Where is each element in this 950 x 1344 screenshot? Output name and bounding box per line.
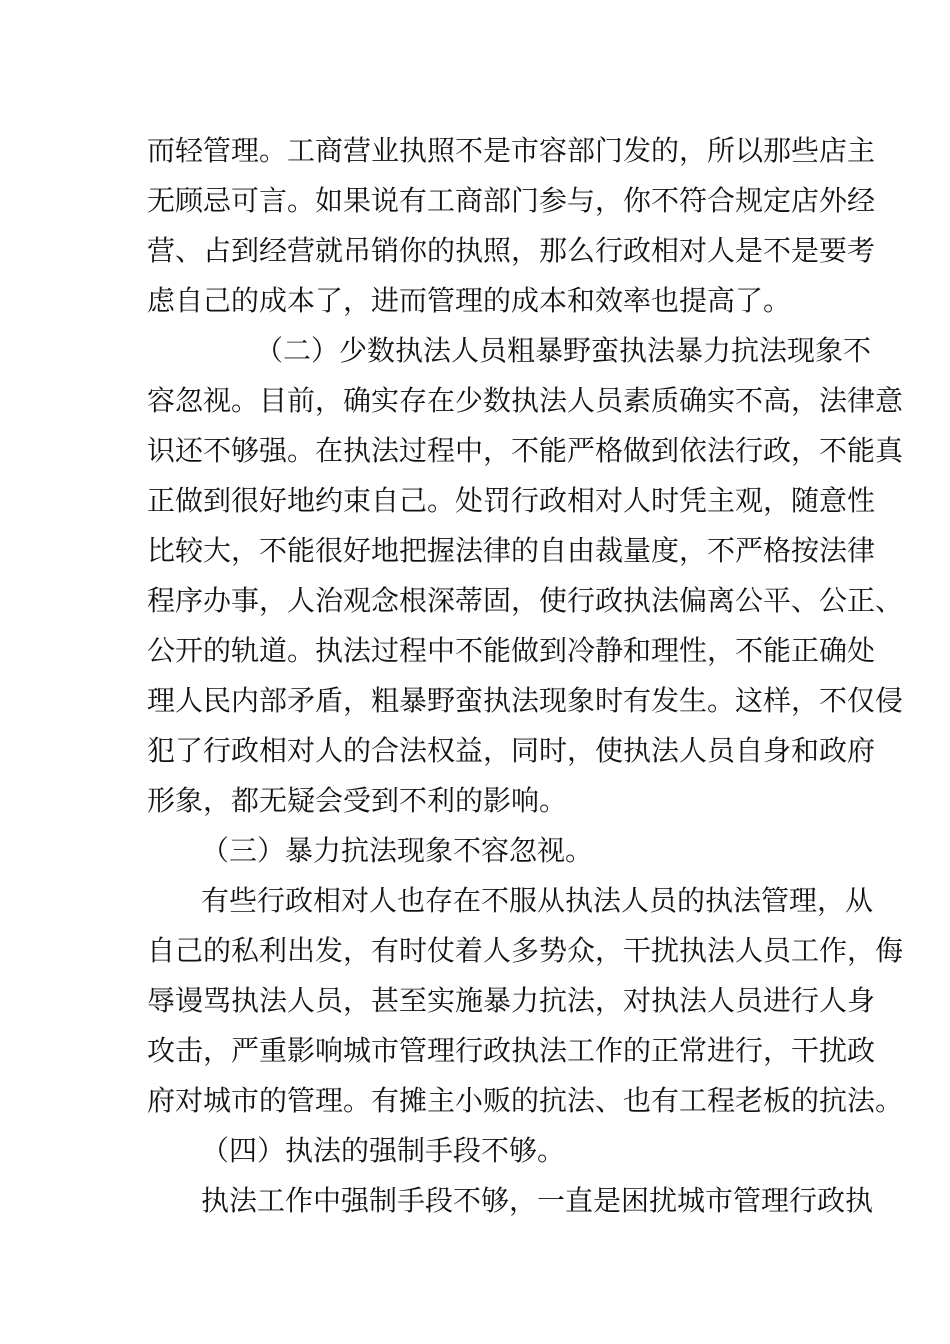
text-line: 容忽视。目前，确实存在少数执法人员素质确实不高，法律意: [147, 384, 904, 417]
text-line: 攻击，严重影响城市管理行政执法工作的正常进行，干扰政: [147, 1034, 876, 1067]
body-text: [147, 126, 904, 1226]
text-line: 公开的轨道。执法过程中不能做到冷静和理性，不能正确处: [147, 634, 876, 667]
text-line: 虑自己的成本了，进而管理的成本和效率也提高了。: [147, 284, 792, 317]
section-heading-4: （四）执法的强制手段不够。: [201, 1134, 566, 1167]
text-line: 程序办事，人治观念根深蒂固，使行政执法偏离公平、公正、: [147, 584, 904, 617]
text-line: 理人民内部矛盾，粗暴野蛮执法现象时有发生。这样，不仅侵: [147, 684, 904, 717]
text-line: 无顾忌可言。如果说有工商部门参与，你不符合规定店外经: [147, 184, 876, 217]
text-line: 识还不够强。在执法过程中，不能严格做到依法行政，不能真: [147, 434, 904, 467]
text-line: 而轻管理。工商营业执照不是市容部门发的，所以那些店主: [147, 134, 876, 167]
text-line: 正做到很好地约束自己。处罚行政相对人时凭主观，随意性: [147, 484, 876, 517]
text-line: 辱谩骂执法人员，甚至实施暴力抗法，对执法人员进行人身: [147, 984, 876, 1017]
text-line: 有些行政相对人也存在不服从执法人员的执法管理，从: [201, 884, 874, 917]
text-line: 执法工作中强制手段不够，一直是困扰城市管理行政执: [201, 1184, 874, 1217]
text-line: 犯了行政相对人的合法权益，同时，使执法人员自身和政府: [147, 734, 876, 767]
section-heading-2: （二）少数执法人员粗暴野蛮执法暴力抗法现象不: [255, 334, 872, 367]
text-line: 比较大，不能很好地把握法律的自由裁量度，不严格按法律: [147, 534, 876, 567]
text-line: 自己的私利出发，有时仗着人多势众，干扰执法人员工作，侮: [147, 934, 904, 967]
text-line: 营、占到经营就吊销你的执照，那么行政相对人是不是要考: [147, 234, 876, 267]
section-heading-3: （三）暴力抗法现象不容忽视。: [201, 834, 594, 867]
text-line: 形象，都无疑会受到不利的影响。: [147, 784, 568, 817]
text-line: 府对城市的管理。有摊主小贩的抗法、也有工程老板的抗法。: [147, 1084, 904, 1117]
